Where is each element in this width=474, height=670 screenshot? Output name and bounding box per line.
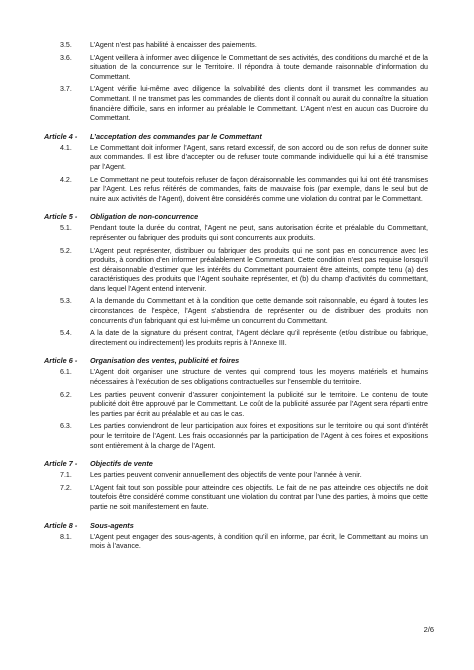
article-heading [44, 521, 428, 531]
clause-text: A la date de la signature du présent contrat, l’Agent déclare qu’il représente (et/ou distribue ou fabrique, directement ou indirectement) les produits repris à l’Annexe III. [90, 329, 428, 347]
article-title: L’acceptation des commandes par le Commettant [90, 131, 262, 141]
clause-number: 4.1. [60, 143, 72, 152]
clause-number: 3.6. [60, 53, 72, 62]
article-label: Article 5 - [44, 212, 78, 222]
document-body [44, 41, 428, 552]
clause-4-2 [44, 176, 428, 205]
clause-text: L’Agent vérifie lui-même avec diligence la solvabilité des clients dont il transmet les commandes au Commettant. Il ne transmet pas les commandes de clients dont il connaît ou aurait du connaître la situation financière difficile, sans en informer au préalable le Commettant. L’Agent n’est en aucun cas Ducroire du Commettant. [90, 85, 428, 123]
clause-6-2 [44, 391, 428, 420]
clause-number: 6.3. [60, 422, 72, 431]
article-title: Organisation des ventes, publicité et foires [90, 356, 240, 366]
article-heading [44, 356, 428, 366]
clause-text: Le Commettant doit informer l’Agent, sans retard excessif, de son accord ou de son refus de donner suite aux commandes. Il est libre d’accepter ou de refuser toute commande individuelle qui lui a été transmise par l’Agent. [90, 143, 428, 171]
clause-number: 5.2. [60, 246, 72, 255]
article-label: Article 8 - [44, 520, 78, 530]
clause-text: L’Agent peut représenter, distribuer ou fabriquer des produits qui ne sont pas en concurrence avec les produits, à condition d’en informer préalablement le Commettant. Cette condition n’est pas requise lorsqu’il est déraisonnable d’estimer que les intérêts du Commettant pourraient être atteints, compte tenu (a) des caractéristiques des produits que l’Agent souhaite représenter, et (b) du champ d’activités du commettant, dans lequel l’Agent entend intervenir. [90, 246, 428, 293]
clause-text: L’Agent veillera à informer avec diligence le Commettant de ses activités, des conditions du marché et de la situation de la concurrence sur le Territoire. Il répondra à toute demande raisonnable d’information du Commettant. [90, 53, 428, 81]
article-title: Objectifs de vente [90, 459, 153, 469]
clause-7-1 [44, 471, 428, 481]
clause-3-5 [44, 41, 428, 51]
clause-text: Les parties conviendront de leur participation aux foires et expositions sur le territoire ou qui sont d’intérêt pour le territoire de l’Agent. Les frais occasionnés par la participation de l’Agent à ces foires et expositions sont entièrement à la charge de l’Agent. [90, 422, 428, 450]
article-heading [44, 132, 428, 142]
clause-text: L’Agent fait tout son possible pour atteindre ces objectifs. Le fait de ne pas atteindre ces objectifs ne doit toutefois être considéré comme constituant une violation du contrat par l’une des parties, à moins que cette partie ne soit manifestement en faute. [90, 483, 428, 511]
clause-text: L’Agent doit organiser une structure de ventes qui comprend tous les moyens matériels et humains nécessaires à l’exécution de ses obligations contractuelles sur l’ensemble du territoire. [90, 368, 428, 387]
clause-5-4 [44, 329, 428, 348]
page-number: 2/6 [423, 625, 434, 634]
article-label: Article 4 - [44, 131, 78, 141]
clause-text: L’Agent n’est pas habilité à encaisser des paiements. [90, 41, 257, 49]
clause-6-3 [44, 422, 428, 451]
clause-text: L’Agent peut engager des sous-agents, à condition qu’il en informe, par écrit, le Commettant au moins un mois à l’avance. [90, 532, 428, 551]
article-7 [44, 459, 428, 512]
clause-5-3 [44, 297, 428, 326]
clause-5-2 [44, 247, 428, 295]
clause-8-1 [44, 533, 428, 552]
article-label: Article 7 - [44, 459, 78, 469]
clause-number: 6.2. [60, 390, 72, 399]
article-label: Article 6 - [44, 356, 78, 366]
clause-text: A la demande du Commettant et à la condition que cette demande soit raisonnable, eu égard à toutes les circonstances de l’espèce, l’Agent s’abstiendra de représenter ou de distribuer des produits non concurrents d’un fabriquant qui est lui-même un concurrent du Commettant. [90, 297, 428, 325]
intro-clauses [44, 41, 428, 124]
clause-number: 4.2. [60, 175, 72, 184]
clause-number: 5.1. [60, 224, 72, 233]
article-4 [44, 132, 428, 205]
article-6 [44, 356, 428, 451]
article-title: Sous-agents [90, 520, 134, 530]
clause-3-6 [44, 54, 428, 83]
clause-number: 7.2. [60, 483, 72, 492]
article-heading [44, 459, 428, 469]
clause-number: 8.1. [60, 532, 72, 541]
clause-5-1 [44, 224, 428, 243]
article-title: Obligation de non-concurrence [90, 212, 199, 222]
clause-3-7 [44, 85, 428, 123]
clause-text: Les parties peuvent convenir d’assurer conjointement la publicité sur le territoire. Le contenu de toute publicité doit être approuvé par le Commettant. Le coût de la publicité assurée par l’Agent sera réparti entre les parties par écrit au préalable et au cas le cas. [90, 390, 428, 418]
clause-text: Les parties peuvent convenir annuellement des objectifs de vente pour l’année à venir. [90, 471, 362, 480]
clause-7-2 [44, 484, 428, 513]
clause-number: 5.4. [60, 329, 72, 338]
clause-text: Pendant toute la durée du contrat, l’Agent ne peut, sans autorisation écrite et préalable du Commettant, représenter ou fabriquer des produits qui sont concurrents aux produits. [90, 224, 428, 242]
clause-number: 5.3. [60, 297, 72, 306]
clause-number: 3.7. [60, 85, 72, 94]
clause-text: Le Commettant ne peut toutefois refuser de façon déraisonnable les commandes qui lui ont été transmises par l’Agent. Les refus réitérés de commandes, faits de mauvaise fois (par exemple, dans le seul but de nuire aux activités de l’Agent), doivent être considérés comme une violation du contrat par le Commettant. [90, 175, 428, 203]
article-5 [44, 212, 428, 348]
clause-4-1 [44, 144, 428, 173]
clause-6-1 [44, 368, 428, 387]
article-8 [44, 521, 428, 552]
clause-number: 6.1. [60, 368, 72, 377]
clause-number: 7.1. [60, 471, 72, 480]
article-heading [44, 212, 428, 222]
clause-number: 3.5. [60, 41, 72, 49]
